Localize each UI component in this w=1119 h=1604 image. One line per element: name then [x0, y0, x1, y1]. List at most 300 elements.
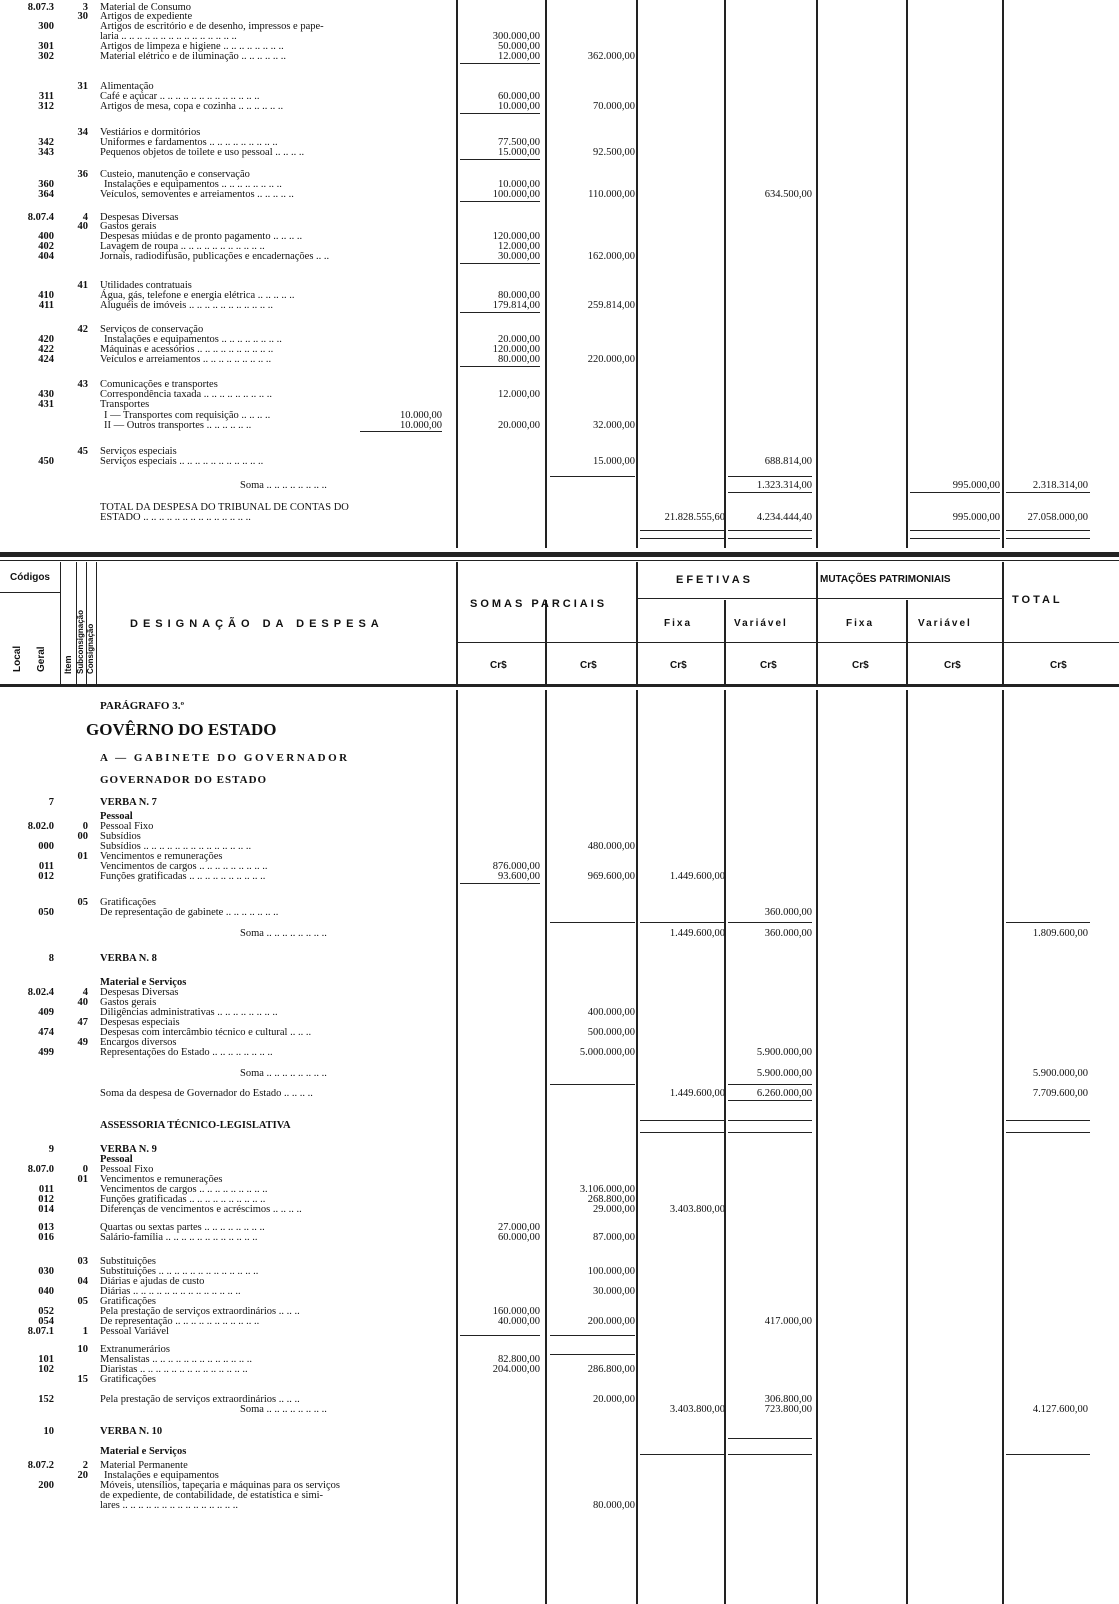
col-rule [456, 562, 458, 684]
designation-text: Alimentação [100, 81, 154, 92]
value-n1: 12.000,00 [498, 51, 540, 62]
local-code: 424 [38, 354, 54, 365]
designation-text: II — Outros transportes .. .. .. .. .. .. [104, 420, 252, 431]
geral-code: 0 [82, 1164, 88, 1175]
value-n4: 634.500,00 [764, 189, 812, 200]
sum-rule [910, 530, 1000, 531]
col-rule [816, 562, 818, 684]
sum-rule [1006, 492, 1090, 493]
designation-text: Instalações e equipamentos [104, 1470, 219, 1481]
designation-text: Despesas miúdas e de pronto pagamento .. .. .. .. [100, 231, 303, 242]
value-n3: 1.449.600,00 [669, 928, 725, 939]
value-n2: 969.600,00 [587, 871, 635, 882]
value-n4: 360.000,00 [764, 907, 812, 918]
value-n1: 30.000,00 [498, 251, 540, 262]
local-code: 8.07.0 [27, 1164, 54, 1175]
geral-code: 40 [77, 997, 88, 1008]
designation-text: Uniformes e fardamentos .. .. .. .. .. .. .. .. .. [100, 137, 278, 148]
local-code: 364 [38, 189, 54, 200]
sum-rule [728, 1084, 812, 1085]
value-n7: 4.127.600,00 [1032, 1404, 1088, 1415]
somas-parciais-label: SOMAS PARCIAIS [470, 598, 608, 610]
geral-code: 4 [82, 212, 88, 223]
designation-text: Funções gratificadas .. .. .. .. .. .. .. .. .. .. [100, 1194, 266, 1205]
geral-code: 30 [77, 11, 88, 22]
value-n1: 20.000,00 [498, 420, 540, 431]
geral-code: 03 [77, 1256, 88, 1267]
value-n2: 32.000,00 [593, 420, 635, 431]
geral-code: 05 [77, 1296, 88, 1307]
local-code: 410 [38, 290, 54, 301]
value-n6: 995.000,00 [952, 512, 1000, 523]
value-n1: 10.000,00 [498, 101, 540, 112]
value-n1: 876.000,00 [492, 861, 540, 872]
top_section-row [0, 147, 1119, 159]
sum-rule [640, 1120, 725, 1121]
local-code: 8.07.1 [27, 1326, 54, 1337]
value-n1: 27.000,00 [498, 1222, 540, 1233]
sum-rule [460, 63, 540, 64]
designation-text: Artigos de limpeza e higiene .. .. .. .. .. .. .. .. [100, 41, 284, 52]
value-n1: 93.600,00 [498, 871, 540, 882]
geral-code: 4 [82, 987, 88, 998]
designation-text: Despesas com intercâmbio técnico e cultural .. .. .. [100, 1027, 312, 1038]
geral-code: 31 [77, 81, 88, 92]
local-code: 102 [38, 1364, 54, 1375]
geral-code: 36 [77, 169, 88, 180]
designation-text: VERBA N. 10 [100, 1426, 163, 1437]
value-n3: 1.449.600,00 [669, 871, 725, 882]
local-code: 430 [38, 389, 54, 400]
designation-text: de expediente, de contabilidade, de estatística e simi- [100, 1490, 324, 1501]
designation-text: Gratificações [100, 1374, 156, 1385]
local-code: 360 [38, 179, 54, 190]
bottom_section-row [0, 1088, 1119, 1100]
variavel2-label: Variável [918, 618, 972, 629]
currency-label: Cr$ [580, 660, 597, 671]
fixa-label: Fixa [664, 618, 693, 629]
sum-rule [728, 530, 812, 531]
sum-rule [910, 538, 1000, 539]
local-code: 030 [38, 1266, 54, 1277]
value-n1: 160.000,00 [492, 1306, 540, 1317]
local-code: 422 [38, 344, 54, 355]
local-code: 450 [38, 456, 54, 467]
designation-text: Máquinas e acessórios .. .. .. .. .. .. .. .. .. .. [100, 344, 274, 355]
designation-text: Pessoal [100, 811, 133, 822]
bottom_section-row [0, 871, 1119, 883]
value-n1: 100.000,00 [492, 189, 540, 200]
sum-rule [910, 492, 1000, 493]
designation-text: Encargos diversos [100, 1037, 177, 1048]
bottom_section-row [0, 1204, 1119, 1216]
designation-text: Pessoal Variável [100, 1326, 169, 1337]
top_section-row [0, 480, 1119, 492]
designation-text: I — Transportes com requisição .. .. .. .. [104, 410, 271, 421]
designation-text: Vencimentos e remunerações [100, 1174, 223, 1185]
local-code: 409 [38, 1007, 54, 1018]
designation-text: Funções gratificadas .. .. .. .. .. .. .. .. .. .. [100, 871, 266, 882]
value-n1: 12.000,00 [498, 241, 540, 252]
designation-text: Material e Serviços [100, 977, 187, 988]
local-code: 400 [38, 231, 54, 242]
designation-text: Diferenças de vencimentos e acréscimos .. .. .. .. [100, 1204, 302, 1215]
bottom_section-row [0, 797, 1119, 809]
value-n1: 60.000,00 [498, 1232, 540, 1243]
designation-text: ASSESSORIA TÉCNICO-LEGISLATIVA [100, 1120, 291, 1131]
designation-text: De representação de gabinete .. .. .. .. .. .. .. [100, 907, 279, 918]
currency-label: Cr$ [760, 660, 777, 671]
subconsignacao-label: Subconsignação [76, 609, 85, 674]
value-n4: 723.800,00 [764, 1404, 812, 1415]
value-n7: 7.709.600,00 [1032, 1088, 1088, 1099]
sum-rule [460, 883, 540, 884]
designation-text: Substituições .. .. .. .. .. .. .. .. .. .. .. .. .. [100, 1266, 259, 1277]
designation-text: Artigos de escritório e de desenho, impressos e pape- [100, 21, 324, 32]
designation-text: VERBA N. 9 [100, 1144, 157, 1155]
section-separator [0, 552, 1119, 557]
col-rule [636, 562, 638, 684]
sum-rule [640, 1132, 725, 1133]
geral-code: 0 [82, 821, 88, 832]
designation-text: Soma .. .. .. .. .. .. .. .. [240, 1068, 327, 1079]
value-n1: 12.000,00 [498, 389, 540, 400]
designation-text: Utilidades contratuais [100, 280, 192, 291]
sum-rule [640, 1454, 725, 1455]
local-code: 474 [38, 1027, 54, 1038]
variavel-label: Variável [734, 618, 788, 629]
designation-text: Transportes [100, 399, 150, 410]
top_section-row [0, 51, 1119, 63]
sum-rule [460, 312, 540, 313]
top_section-row [0, 251, 1119, 263]
local-code: 200 [38, 1480, 54, 1491]
value-n3: 21.828.555,60 [664, 512, 725, 523]
gabinete-heading: A — GABINETE DO GOVERNADOR [100, 752, 350, 764]
designation-text: Material elétrico e de iluminação .. .. .. .. .. .. [100, 51, 287, 62]
value-n2: 500.000,00 [587, 1027, 635, 1038]
local-code: 404 [38, 251, 54, 262]
currency-label: Cr$ [1050, 660, 1067, 671]
sum-rule [550, 1084, 635, 1085]
local-code: 311 [38, 91, 54, 102]
local-code: 411 [38, 300, 54, 311]
designation-text: Subsídios .. .. .. .. .. .. .. .. .. .. .. .. .. .. [100, 841, 252, 852]
sum-rule [460, 1335, 540, 1336]
value-n2: 362.000,00 [587, 51, 635, 62]
sum-rule [728, 1132, 812, 1133]
local-code: 013 [38, 1222, 54, 1233]
local-code: 402 [38, 241, 54, 252]
sum-rule [728, 1120, 812, 1121]
designation-text: Gratificações [100, 1296, 156, 1307]
designation-text: laria .. .. .. .. .. .. .. .. .. .. .. .. .. .. .. [100, 31, 237, 42]
designation-text: Soma .. .. .. .. .. .. .. .. [240, 1404, 327, 1415]
geral-code: 15 [77, 1374, 88, 1385]
designation-text: VERBA N. 7 [100, 797, 157, 808]
total-label: TOTAL [1012, 594, 1063, 606]
value-n4: 5.900.000,00 [756, 1047, 812, 1058]
value-n1: 80.000,00 [498, 354, 540, 365]
designation-text: Subsídios [100, 831, 141, 842]
sum-rule [728, 538, 812, 539]
local-code: 011 [38, 1184, 54, 1195]
designation-text: Material Permanente [100, 1460, 188, 1471]
sum-rule [460, 366, 540, 367]
sum-rule [550, 1335, 635, 1336]
designation-text: Diaristas .. .. .. .. .. .. .. .. .. .. .. .. .. .. [100, 1364, 248, 1375]
designation-text: Material e Serviços [100, 1446, 187, 1457]
local-code: 342 [38, 137, 54, 148]
designation-text: Móveis, utensílios, tapeçaria e máquinas para os serviços [100, 1480, 340, 1491]
top_section-row [0, 354, 1119, 366]
bottom_section-row [0, 1120, 1119, 1132]
local-code: 8.02.0 [27, 821, 54, 832]
designation-text: Correspondência taxada .. .. .. .. .. .. .. .. .. [100, 389, 273, 400]
designation-text: Quartas ou sextas partes .. .. .. .. .. .. .. .. [100, 1222, 265, 1233]
sum-rule [550, 476, 635, 477]
value-n2: 286.800,00 [587, 1364, 635, 1375]
value-n4: 417.000,00 [764, 1316, 812, 1327]
geral-code: 04 [77, 1276, 88, 1287]
local-code: 8.07.4 [27, 212, 54, 223]
sum-rule [1006, 530, 1090, 531]
designation-text: Serviços especiais .. .. .. .. .. .. .. .. .. .. .. [100, 456, 264, 467]
value-n2: 100.000,00 [587, 1266, 635, 1277]
governador-heading: GOVERNADOR DO ESTADO [100, 774, 268, 786]
top_section-row [0, 101, 1119, 113]
geral-code: 43 [77, 379, 88, 390]
fixa2-label: Fixa [846, 618, 875, 629]
local-code: 343 [38, 147, 54, 158]
value-n2: 20.000,00 [593, 1394, 635, 1405]
geral-code: 34 [77, 127, 88, 138]
designation-text: Custeio, manutenção e conservação [100, 169, 250, 180]
value-n7: 2.318.314,00 [1032, 480, 1088, 491]
designation-text: Instalações e equipamentos .. .. .. .. .. .. .. .. [104, 334, 282, 345]
geral-code: 49 [77, 1037, 88, 1048]
sum-rule [460, 159, 540, 160]
geral-code: 10 [77, 1344, 88, 1355]
currency-label: Cr$ [944, 660, 961, 671]
designation-text: Vencimentos de cargos .. .. .. .. .. .. .. .. .. [100, 1184, 268, 1195]
currency-label: Cr$ [490, 660, 507, 671]
currency-label: Cr$ [670, 660, 687, 671]
value-n4: 306.800,00 [764, 1394, 812, 1405]
geral-label: Geral [36, 646, 47, 672]
sum-rule [1006, 1132, 1090, 1133]
value-n1: 300.000,00 [492, 31, 540, 42]
local-code: 499 [38, 1047, 54, 1058]
col-rule [60, 562, 61, 684]
sum-rule [728, 1100, 812, 1101]
value-n1: 82.800,00 [498, 1354, 540, 1365]
governo-heading: GOVÊRNO DO ESTADO [86, 720, 277, 739]
geral-code: 1 [82, 1326, 88, 1337]
designation-text: Lavagem de roupa .. .. .. .. .. .. .. .. .. .. .. [100, 241, 265, 252]
value-n2: 87.000,00 [593, 1232, 635, 1243]
designation-text: TOTAL DA DESPESA DO TRIBUNAL DE CONTAS DO [100, 502, 349, 513]
sum-rule [728, 492, 812, 493]
item-label: Item [63, 655, 73, 674]
sum-rule [550, 922, 635, 923]
sum-rule [550, 1354, 635, 1355]
col-rule [96, 562, 97, 684]
geral-code: 2 [82, 1460, 88, 1471]
designation-text: Substituições [100, 1256, 157, 1267]
efetivas-label: EFETIVAS [676, 574, 753, 586]
value-n2: 400.000,00 [587, 1007, 635, 1018]
bottom_section-row [0, 1232, 1119, 1244]
designation-text: Gastos gerais [100, 221, 157, 232]
designation-text: Serviços de conservação [100, 324, 204, 335]
value-n2: 162.000,00 [587, 251, 635, 262]
bottom-section [0, 690, 1119, 1604]
value-n2: 92.500,00 [593, 147, 635, 158]
value-n2: 220.000,00 [587, 354, 635, 365]
value-n1: 60.000,00 [498, 91, 540, 102]
designation-text: lares .. .. .. .. .. .. .. .. .. .. .. .. .. .. .. [100, 1500, 238, 1511]
bottom_section-row [0, 1374, 1119, 1386]
local-code: 8.07.3 [27, 2, 54, 13]
currency-label: Cr$ [852, 660, 869, 671]
value-n7: 5.900.000,00 [1032, 1068, 1088, 1079]
value-n3: 3.403.800,00 [669, 1204, 725, 1215]
local-code: 054 [38, 1316, 54, 1327]
value-n1: 80.000,00 [498, 290, 540, 301]
value-n1: 120.000,00 [492, 344, 540, 355]
designation-text: Café e açúcar .. .. .. .. .. .. .. .. .. .. .. .. .. [100, 91, 260, 102]
geral-code: 47 [77, 1017, 88, 1028]
designation-text: Pela prestação de serviços extraordinários .. .. .. [100, 1394, 300, 1405]
local-code: 011 [38, 861, 54, 872]
designation-text: Gastos gerais [100, 997, 157, 1008]
bottom_section-row [0, 928, 1119, 940]
designation-text: Soma .. .. .. .. .. .. .. .. [240, 928, 327, 939]
header-rule [456, 642, 1119, 643]
geral-code: 01 [77, 851, 88, 862]
designation-text: Diárias .. .. .. .. .. .. .. .. .. .. .. .. .. .. [100, 1286, 241, 1297]
value-n1: 179.814,00 [492, 300, 540, 311]
designation-text: Gratificações [100, 897, 156, 908]
bottom_section-row [0, 1047, 1119, 1059]
value-n1: 40.000,00 [498, 1316, 540, 1327]
local-code: 431 [38, 399, 54, 410]
local-code: 300 [38, 21, 54, 32]
local-code: 301 [38, 41, 54, 52]
value-n3: 3.403.800,00 [669, 1404, 725, 1415]
designation-text: Pessoal Fixo [100, 1164, 154, 1175]
bottom_section-row [0, 1500, 1119, 1512]
consignacao-label: Consignação [86, 623, 95, 674]
local-code: 8 [48, 953, 54, 964]
geral-code: 40 [77, 221, 88, 232]
sum-rule [460, 201, 540, 202]
value-n2: 70.000,00 [593, 101, 635, 112]
designacao-label: DESIGNAÇÃO DA DESPESA [130, 618, 384, 630]
designation-text: Mensalistas .. .. .. .. .. .. .. .. .. .. .. .. .. [100, 1354, 252, 1365]
designation-text: Jornais, radiodifusão, publicações e encadernações .. .. [100, 251, 330, 262]
value-n2: 268.800,00 [587, 1194, 635, 1205]
top-section [0, 0, 1119, 550]
value-n1: 204.000,00 [492, 1364, 540, 1375]
sum-rule [728, 1438, 812, 1439]
value-n1: 10.000,00 [498, 179, 540, 190]
table-header [0, 562, 1119, 688]
designation-text: Comunicações e transportes [100, 379, 218, 390]
designation-text: Pela prestação de serviços extraordinários .. .. .. [100, 1306, 300, 1317]
designation-text: Vencimentos de cargos .. .. .. .. .. .. .. .. .. [100, 861, 268, 872]
geral-code: 42 [77, 324, 88, 335]
designation-text: Diligências administrativas .. .. .. .. .. .. .. .. [100, 1007, 278, 1018]
sum-rule [360, 431, 442, 432]
value-n2: 30.000,00 [593, 1286, 635, 1297]
value-n2: 480.000,00 [587, 841, 635, 852]
local-code: 8.02.4 [27, 987, 54, 998]
sub-value: 10.000,00 [400, 410, 442, 421]
sum-rule [728, 922, 812, 923]
bottom_section-row [0, 1068, 1119, 1080]
local-code: 7 [48, 797, 54, 808]
designation-text: Artigos de mesa, copa e cozinha .. .. .. .. .. .. [100, 101, 284, 112]
geral-code: 3 [82, 2, 88, 13]
value-n1: 20.000,00 [498, 334, 540, 345]
local-code: 101 [38, 1354, 54, 1365]
value-n1: 15.000,00 [498, 147, 540, 158]
header-rule [636, 598, 1002, 599]
designation-text: Vestiários e dormitórios [100, 127, 201, 138]
geral-code: 41 [77, 280, 88, 291]
value-n2: 29.000,00 [593, 1204, 635, 1215]
bottom_section-row [0, 953, 1119, 965]
geral-code: 45 [77, 446, 88, 457]
top_section-row [0, 189, 1119, 201]
designation-text: Veículos, semoventes e arreiamentos .. .. .. .. .. [100, 189, 294, 200]
geral-code: 20 [77, 1470, 88, 1481]
top_section-row [0, 300, 1119, 312]
designation-text: Instalações e equipamentos .. .. .. .. .. .. .. .. [104, 179, 282, 190]
local-code: 000 [38, 841, 54, 852]
bottom_section-row [0, 1326, 1119, 1338]
designation-text: Pequenos objetos de toilete e uso pessoal .. .. .. .. [100, 147, 305, 158]
value-n4: 688.814,00 [764, 456, 812, 467]
value-n2: 110.000,00 [588, 189, 635, 200]
local-label: Local [12, 645, 23, 672]
local-code: 302 [38, 51, 54, 62]
bottom_section-row [0, 1446, 1119, 1458]
designation-text: Material de Consumo [100, 2, 191, 13]
local-code: 10 [43, 1426, 54, 1437]
sum-rule [460, 113, 540, 114]
paragrafo-heading: PARÁGRAFO 3.º [100, 700, 185, 712]
sum-rule [1006, 1454, 1090, 1455]
value-n2: 15.000,00 [593, 456, 635, 467]
designation-text: Representações do Estado .. .. .. .. .. .. .. .. [100, 1047, 273, 1058]
designation-text: Despesas Diversas [100, 212, 179, 223]
value-n1: 77.500,00 [498, 137, 540, 148]
value-n7: 1.809.600,00 [1032, 928, 1088, 939]
designation-text: Artigos de expediente [100, 11, 193, 22]
top_section-row [0, 456, 1119, 468]
bottom_section-row [0, 907, 1119, 919]
local-code: 152 [38, 1394, 54, 1405]
header-rule [0, 592, 60, 593]
sum-rule [728, 1454, 812, 1455]
sum-rule [1006, 538, 1090, 539]
bottom_section-row [0, 1404, 1119, 1416]
designation-text: Água, gás, telefone e energia elétrica .. .. .. .. .. [100, 290, 295, 301]
local-code: 052 [38, 1306, 54, 1317]
